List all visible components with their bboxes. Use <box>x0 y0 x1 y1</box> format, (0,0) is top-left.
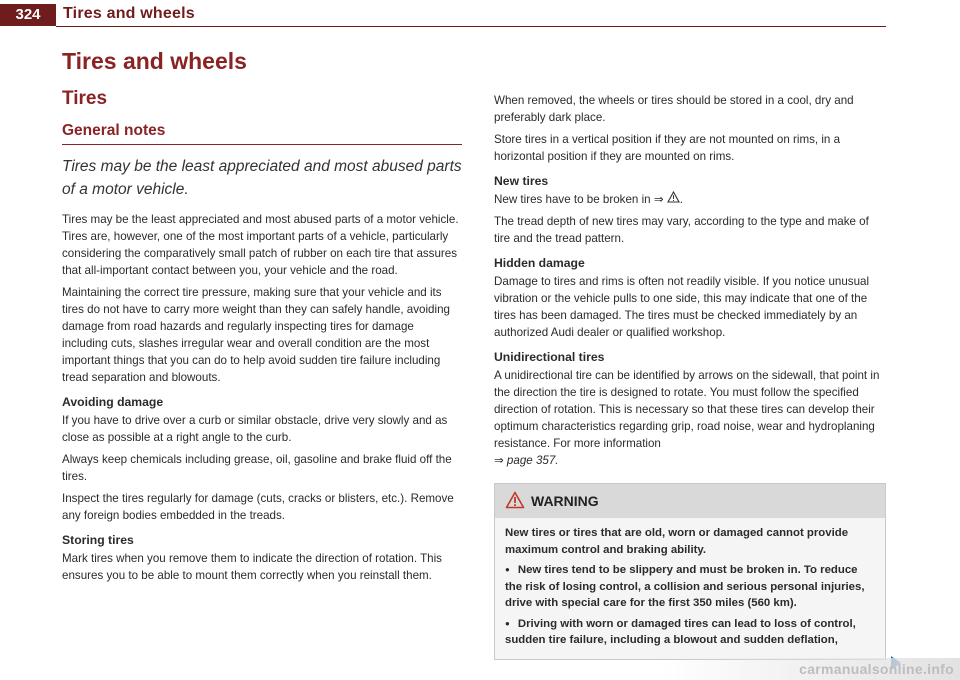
paragraph: Damage to tires and rims is often not readily visible. If you notice unusual vibration or the vehicle pulls to one side, this may indicate that one of the tires has been damaged. The tires must be checked immediately by an authorized Audi dealer or qualified workshop. <box>494 275 870 339</box>
paragraph: The tread depth of new tires may vary, according to the type and make of tire and the tread pattern. <box>494 215 869 245</box>
warning-icon <box>505 491 525 512</box>
paragraph-with-warning-ref: New tires have to be broken in ⇒ . <box>494 193 684 206</box>
hidden-damage-heading: Hidden damage <box>494 256 585 270</box>
page-number: 324 <box>0 4 56 26</box>
lead-text: Tires may be the least appreciated and most abused parts of a motor vehicle. <box>62 158 462 198</box>
warning-header <box>495 484 885 518</box>
right-column <box>494 92 886 660</box>
new-tires-heading: New tires <box>494 174 549 188</box>
unidirectional-tires-heading: Unidirectional tires <box>494 350 605 364</box>
chapter-title: Tires and wheels <box>62 48 247 74</box>
paragraph: Always keep chemicals including grease, oil, gasoline and brake fluid off the tires. <box>62 453 452 483</box>
paragraph: Mark tires when you remove them to indicate the direction of rotation. This ensures you to be able to mount them correctly when you reinstall them. <box>62 552 442 582</box>
avoiding-damage-heading: Avoiding damage <box>62 395 164 409</box>
running-head: Tires and wheels <box>63 5 195 22</box>
paragraph <box>494 367 886 469</box>
paragraph: Maintaining the correct tire pressure, making sure that your vehicle and its tires do not have to carry more weight than they can safely handle, avoiding damage from road hazards and regularly inspecting tires for damage including cuts, slashes irregular wear and overall condition are the most important things that you can do to help avoid sudden tire failure including tread separation and blowouts. <box>62 286 450 384</box>
warning-title: WARNING <box>531 493 599 509</box>
warning-box <box>494 483 886 660</box>
paragraph: If you have to drive over a curb or similar obstacle, drive very slowly and as close as possible at a right angle to the curb. <box>62 414 448 444</box>
paragraph: Inspect the tires regularly for damage (cuts, cracks or blisters, etc.). Remove any foreign bodies embedded in the treads. <box>62 492 454 522</box>
subsection-title: General notes <box>62 122 462 145</box>
warning-bullet: ● Driving with worn or damaged tires can lead to loss of control, sudden tire failure, including a blowout and sudden deflation, <box>505 616 875 649</box>
section-title: Tires <box>62 88 108 109</box>
left-column <box>62 88 462 589</box>
warning-bullet: ● New tires tend to be slippery and must be broken in. To reduce the risk of losing control, a collision and serious personal injuries, drive with special care for the first 350 miles (560 km). <box>505 562 875 612</box>
footer-watermark <box>660 658 960 680</box>
paragraph: Store tires in a vertical position if they are not mounted on rims, in a horizontal position if they are mounted on rims. <box>494 133 841 163</box>
watermark-text: carmanualsonline.info <box>799 661 954 677</box>
warning-intro: New tires or tires that are old, worn or damaged cannot provide maximum control and braking ability. <box>505 527 849 556</box>
paragraph-text: New tires have to be broken in ⇒ <box>494 193 664 206</box>
header-rule <box>56 26 886 27</box>
warning-body <box>495 518 885 659</box>
warning-reference-icon[interactable] <box>667 191 680 208</box>
storing-tires-heading: Storing tires <box>62 533 134 547</box>
paragraph-text: A unidirectional tire can be identified by arrows on the sidewall, that point in the direction the tire is designed to rotate. You must follow the specified direction of rotation. This is necessary so that these tires can develop their optimum characteristics regarding grip, road noise, wear and hydroplaning resistance. For more information <box>494 369 880 450</box>
page-reference-link[interactable]: ⇒ page 357. <box>494 454 559 467</box>
paragraph: When removed, the wheels or tires should be stored in a cool, dry and preferably dark place. <box>494 94 854 124</box>
paragraph: Tires may be the least appreciated and most abused parts of a motor vehicle. Tires are, however, one of the most important parts of a vehicle, particularly considering the comparatively small patch of rubber on each tire that assures that all-important contact between you, your vehicle and the road. <box>62 213 459 277</box>
page-header <box>0 0 960 30</box>
